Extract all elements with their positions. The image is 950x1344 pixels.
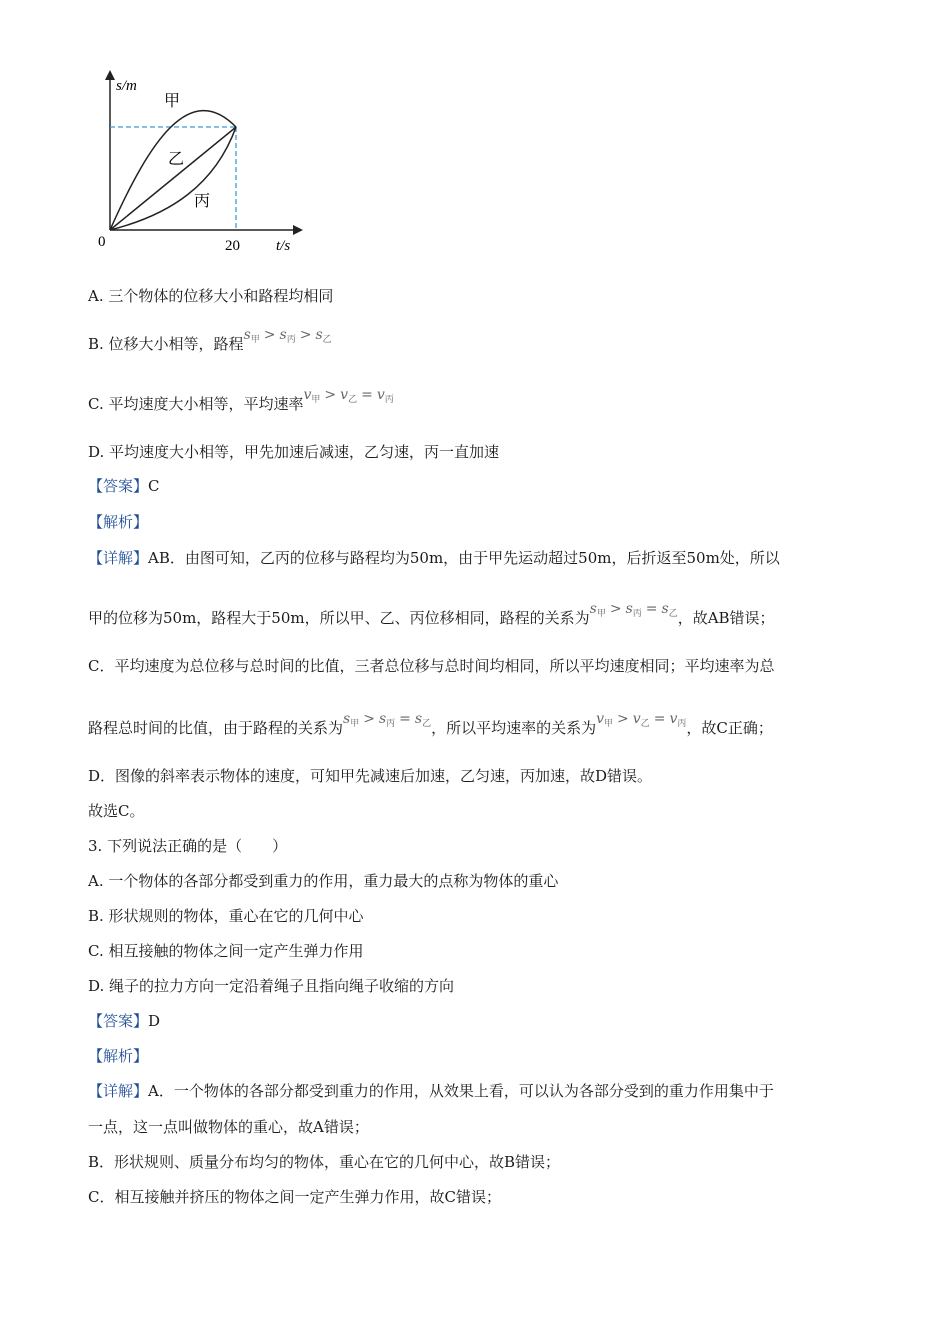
q3-detail-2: 一点，这一点叫做物体的重心，故A错误； <box>88 1118 369 1136</box>
x-tick-20: 20 <box>225 238 240 254</box>
answer-value: C <box>148 477 160 495</box>
q2-option-c-text: C. 平均速度大小相等，平均速率 <box>88 395 304 413</box>
q3-answer <box>88 1011 160 1031</box>
q2-detail-4: 路程总时间的比值，由于路程的关系为$s_甲 > s_丙 = s_乙$，所以平均速率的关系为$v_甲 > v_乙 = v_丙$，故C正确； <box>88 711 773 737</box>
curve-yi <box>110 127 236 230</box>
q3-option-b: B. 形状规则的物体，重心在它的几何中心 <box>88 907 364 925</box>
q2-option-b-text: B. 位移大小相等，路程 <box>88 335 244 353</box>
q2-detail-1: 【详解】AB．由图可知，乙丙的位移与路程均为50m，由于甲先运动超过50m，后折返至50m处，所以 <box>88 549 780 567</box>
t-axis-label: t/s <box>276 238 291 254</box>
q2-answer <box>88 476 160 496</box>
q2-option-d: D. 平均速度大小相等，甲先加速后减速，乙匀速，丙一直加速 <box>88 443 500 461</box>
q2-option-c <box>88 387 394 420</box>
q2-option-a: A. 三个物体的位移大小和路程均相同 <box>88 287 334 305</box>
q3-option-d: D. 绳子的拉力方向一定沿着绳子且指向绳子收缩的方向 <box>88 977 455 995</box>
formula-speed-c: $v_甲 > v_乙 = v_丙$ <box>303 387 394 405</box>
s-t-graph <box>90 60 310 260</box>
answer-value: D <box>148 1012 161 1030</box>
curve-jia <box>110 111 236 230</box>
s-axis-label: s/m <box>116 78 137 94</box>
q3-stem: 3. 下列说法正确的是（ ） <box>88 837 288 855</box>
detail-tag: 【详解】 <box>88 1082 149 1100</box>
detail-tag: 【详解】 <box>88 549 149 567</box>
q2-conclusion: 故选C。 <box>88 802 145 820</box>
origin-label: 0 <box>98 234 106 250</box>
q3-analysis-tag: 【解析】 <box>88 1047 149 1065</box>
answer-tag: 【答案】 <box>88 1012 149 1030</box>
t-axis-arrow <box>293 225 303 235</box>
formula-path-b: $s_甲 > s_丙 > s_乙$ <box>243 327 332 345</box>
q3-option-a: A. 一个物体的各部分都受到重力的作用，重力最大的点称为物体的重心 <box>88 872 559 890</box>
q2-detail-3: C．平均速度为总位移与总时间的比值，三者总位移与总时间均相同，所以平均速度相同；平均速率为总 <box>88 657 775 675</box>
q2-analysis-tag: 【解析】 <box>88 513 149 531</box>
label-jia: 甲 <box>164 91 181 110</box>
q3-option-c: C. 相互接触的物体之间一定产生弹力作用 <box>88 942 364 960</box>
formula-speed-relation: $v_甲 > v_乙 = v_丙$ <box>596 711 687 729</box>
q2-detail-5: D．图像的斜率表示物体的速度，可知甲先减速后加速，乙匀速，丙加速，故D错误。 <box>88 767 653 785</box>
answer-tag: 【答案】 <box>88 477 149 495</box>
s-axis-arrow <box>105 70 115 80</box>
q2-option-b <box>88 327 332 360</box>
label-bing: 丙 <box>194 191 211 210</box>
label-yi: 乙 <box>168 149 185 168</box>
q3-detail-3: B．形状规则、质量分布均匀的物体，重心在它的几何中心，故B错误； <box>88 1153 561 1171</box>
q3-detail-4: C．相互接触并挤压的物体之间一定产生弹力作用，故C错误； <box>88 1188 501 1206</box>
q2-detail-2: 甲的位移为50m，路程大于50m，所以甲、乙、丙位移相同，路程的关系为$s_甲 > s_丙 = s_乙$，故AB错误； <box>88 601 775 627</box>
formula-path-relation-2: $s_甲 > s_丙 = s_乙$ <box>343 711 432 729</box>
formula-path-relation: $s_甲 > s_丙 = s_乙$ <box>589 601 678 619</box>
q3-detail-1: 【详解】A．一个物体的各部分都受到重力的作用，从效果上看，可以认为各部分受到的重力作用集中于 <box>88 1082 774 1100</box>
